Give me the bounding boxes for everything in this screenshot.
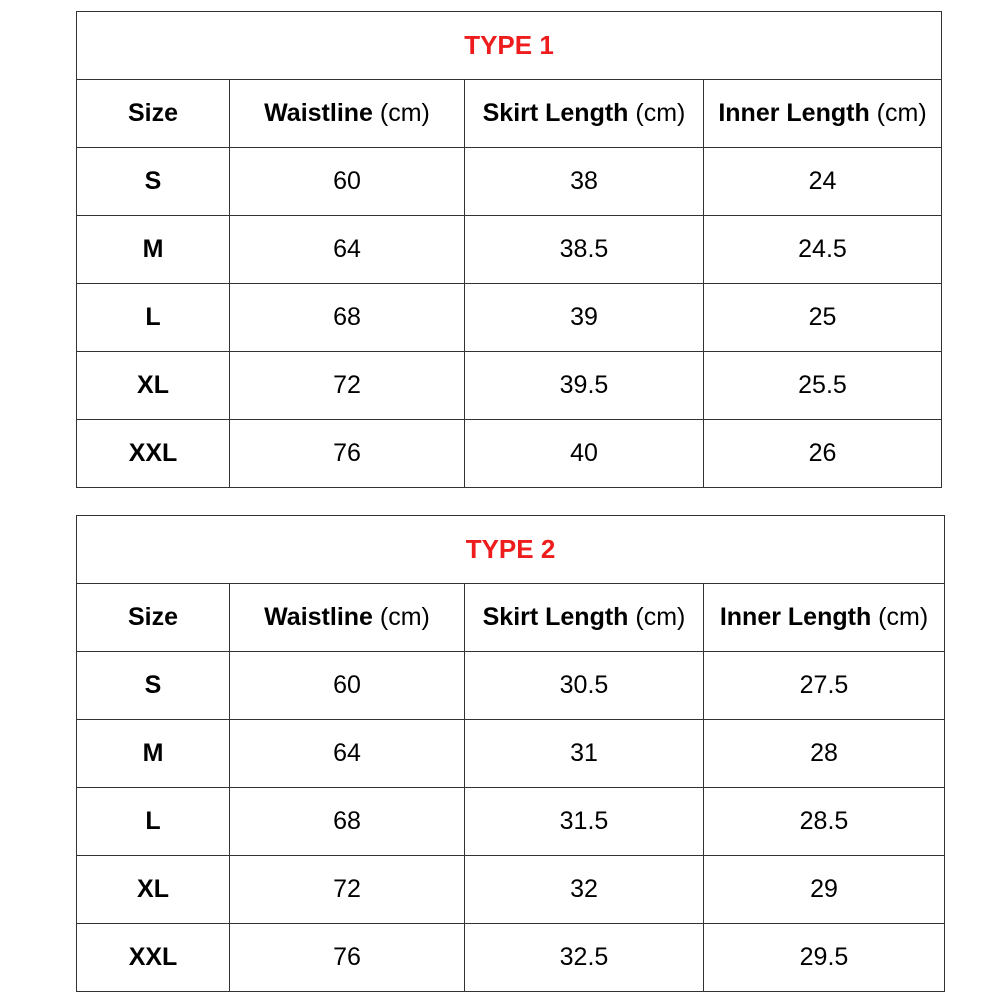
table-row bbox=[77, 420, 942, 488]
size-chart-table-type-2 bbox=[76, 515, 945, 992]
cell-size: L bbox=[77, 788, 230, 856]
table-row bbox=[77, 148, 942, 216]
table-row bbox=[77, 216, 942, 284]
cell-waistline: 68 bbox=[230, 788, 465, 856]
cell-waistline: 64 bbox=[230, 720, 465, 788]
header-inner-length: Inner Length (cm) bbox=[704, 584, 945, 652]
cell-waistline: 72 bbox=[230, 352, 465, 420]
header-skirt-length: Skirt Length (cm) bbox=[465, 80, 704, 148]
table-row bbox=[77, 284, 942, 352]
cell-size: M bbox=[77, 720, 230, 788]
table-row bbox=[77, 788, 945, 856]
table-title-row bbox=[77, 516, 945, 584]
cell-waistline: 68 bbox=[230, 284, 465, 352]
table-row bbox=[77, 652, 945, 720]
header-waistline: Waistline (cm) bbox=[230, 80, 465, 148]
cell-skirt-length: 39 bbox=[465, 284, 704, 352]
cell-skirt-length: 40 bbox=[465, 420, 704, 488]
cell-skirt-length: 38 bbox=[465, 148, 704, 216]
cell-inner-length: 25.5 bbox=[704, 352, 942, 420]
cell-skirt-length: 39.5 bbox=[465, 352, 704, 420]
cell-size: XL bbox=[77, 856, 230, 924]
cell-waistline: 60 bbox=[230, 148, 465, 216]
cell-inner-length: 28 bbox=[704, 720, 945, 788]
table-row bbox=[77, 352, 942, 420]
cell-size: L bbox=[77, 284, 230, 352]
cell-waistline: 72 bbox=[230, 856, 465, 924]
cell-size: M bbox=[77, 216, 230, 284]
table-title: TYPE 1 bbox=[77, 12, 942, 80]
cell-inner-length: 25 bbox=[704, 284, 942, 352]
cell-size: S bbox=[77, 652, 230, 720]
cell-inner-length: 24 bbox=[704, 148, 942, 216]
table-title: TYPE 2 bbox=[77, 516, 945, 584]
cell-inner-length: 28.5 bbox=[704, 788, 945, 856]
cell-inner-length: 29 bbox=[704, 856, 945, 924]
table-title-row bbox=[77, 12, 942, 80]
table-row bbox=[77, 856, 945, 924]
cell-skirt-length: 31 bbox=[465, 720, 704, 788]
table-header-row bbox=[77, 584, 945, 652]
table-header-row bbox=[77, 80, 942, 148]
cell-size: XXL bbox=[77, 924, 230, 992]
cell-skirt-length: 30.5 bbox=[465, 652, 704, 720]
cell-skirt-length: 31.5 bbox=[465, 788, 704, 856]
size-chart-table-type-1 bbox=[76, 11, 942, 488]
header-skirt-length: Skirt Length (cm) bbox=[465, 584, 704, 652]
cell-inner-length: 27.5 bbox=[704, 652, 945, 720]
cell-inner-length: 24.5 bbox=[704, 216, 942, 284]
cell-skirt-length: 32.5 bbox=[465, 924, 704, 992]
header-size: Size bbox=[77, 80, 230, 148]
cell-skirt-length: 38.5 bbox=[465, 216, 704, 284]
table-row bbox=[77, 924, 945, 992]
cell-waistline: 76 bbox=[230, 924, 465, 992]
cell-size: S bbox=[77, 148, 230, 216]
header-inner-length: Inner Length (cm) bbox=[704, 80, 942, 148]
cell-waistline: 64 bbox=[230, 216, 465, 284]
cell-inner-length: 26 bbox=[704, 420, 942, 488]
table-row bbox=[77, 720, 945, 788]
cell-inner-length: 29.5 bbox=[704, 924, 945, 992]
cell-skirt-length: 32 bbox=[465, 856, 704, 924]
cell-size: XXL bbox=[77, 420, 230, 488]
cell-size: XL bbox=[77, 352, 230, 420]
cell-waistline: 60 bbox=[230, 652, 465, 720]
cell-waistline: 76 bbox=[230, 420, 465, 488]
header-waistline: Waistline (cm) bbox=[230, 584, 465, 652]
header-size: Size bbox=[77, 584, 230, 652]
